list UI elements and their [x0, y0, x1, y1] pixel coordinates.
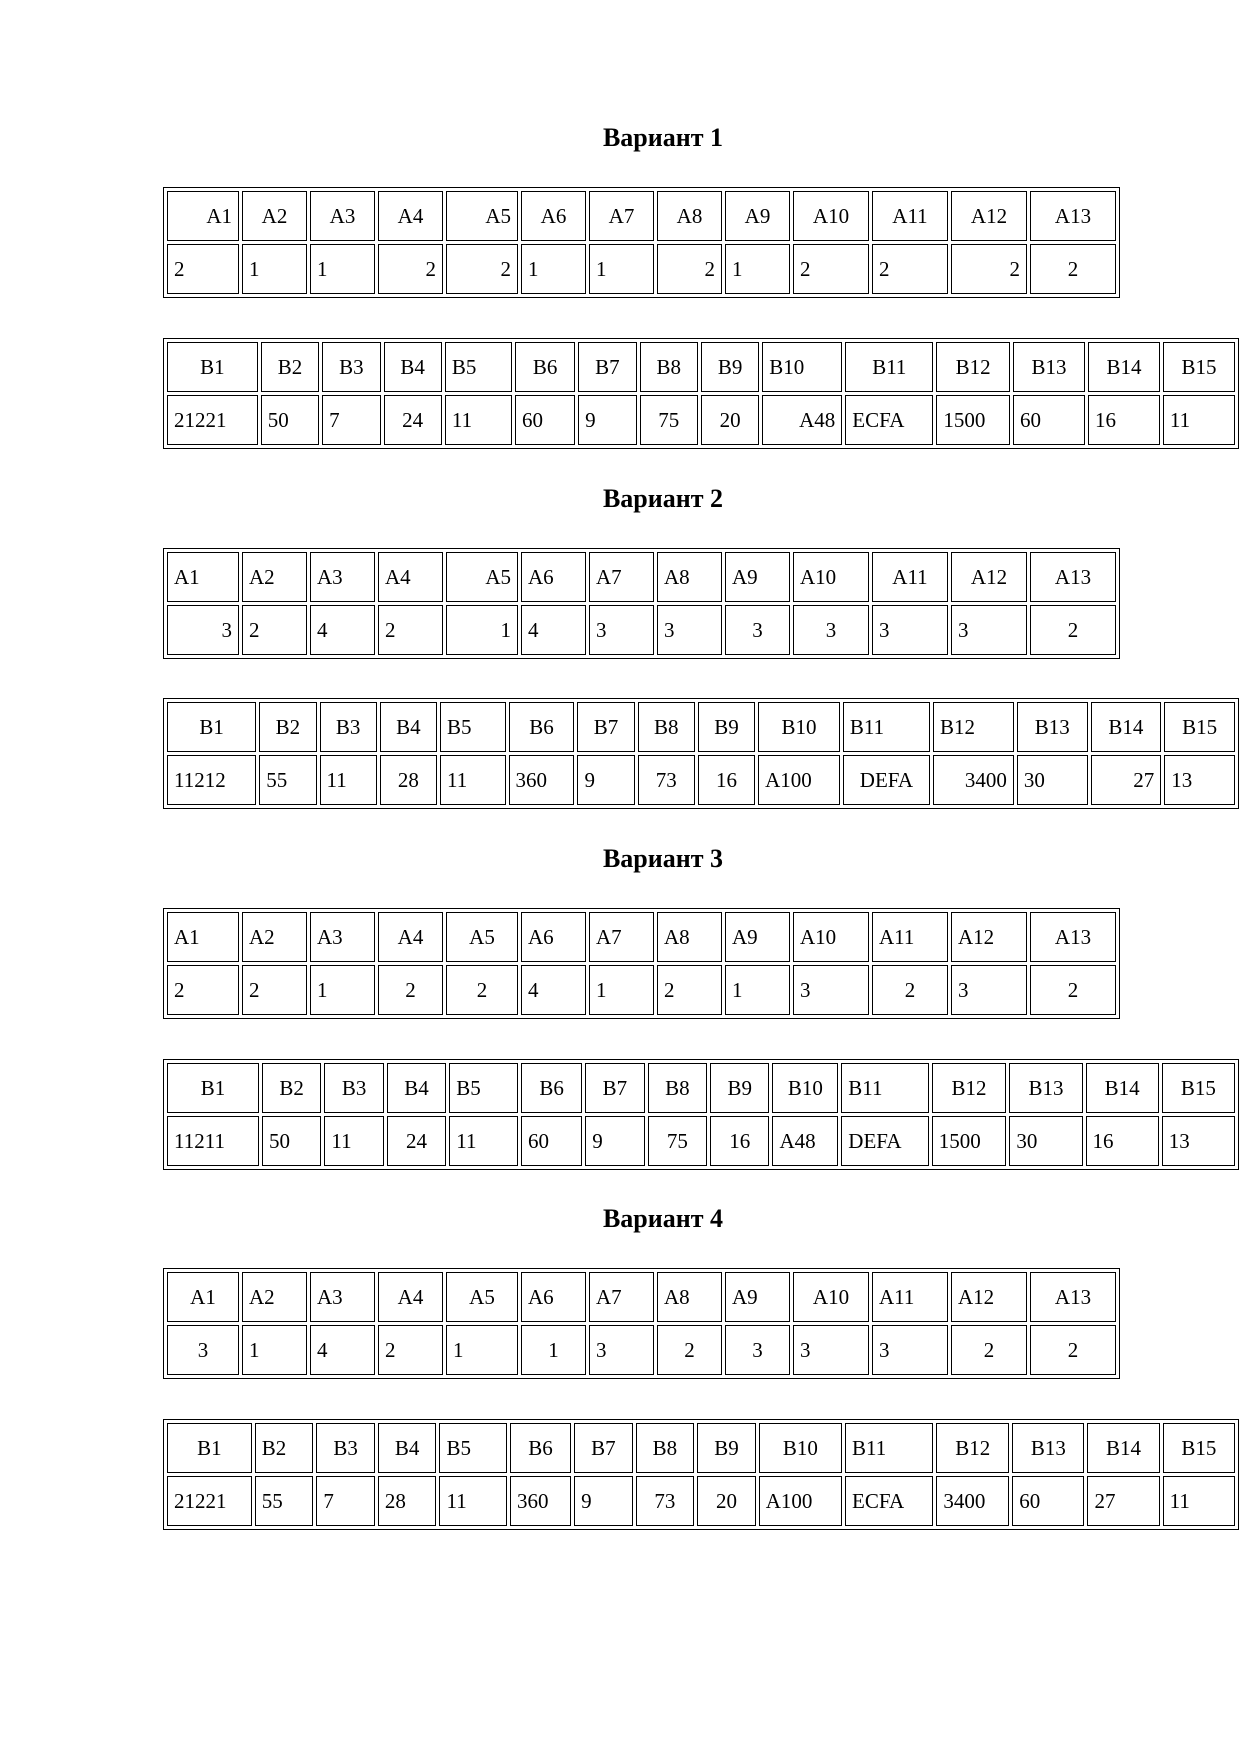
answer-cell: A100: [758, 755, 840, 805]
header-cell: B14: [1086, 1063, 1159, 1113]
header-row: [167, 342, 1235, 392]
answer-cell: A48: [772, 1116, 838, 1166]
answer-cell: 28: [378, 1476, 437, 1526]
header-cell: A3: [310, 552, 375, 602]
header-row: [167, 1063, 1235, 1113]
header-cell: B13: [1009, 1063, 1082, 1113]
answer-cell: 1: [725, 965, 790, 1015]
header-cell: B9: [698, 702, 755, 752]
answer-cell: 2: [167, 244, 239, 294]
answer-cell: 2: [793, 244, 869, 294]
header-cell: A5: [446, 552, 518, 602]
header-cell: B2: [261, 342, 319, 392]
answer-cell: 3: [951, 965, 1027, 1015]
answer-cell: 1: [310, 244, 375, 294]
header-cell: B4: [384, 342, 442, 392]
answer-cell: 2: [1030, 605, 1116, 655]
answer-cell: DEFA: [841, 1116, 928, 1166]
header-cell: B15: [1163, 342, 1235, 392]
answer-cell: 2: [378, 244, 443, 294]
header-cell: B12: [933, 702, 1014, 752]
answer-cell: 11: [1163, 1476, 1235, 1526]
header-cell: B12: [936, 1423, 1009, 1473]
header-cell: A1: [167, 191, 239, 241]
header-cell: B7: [577, 702, 634, 752]
header-cell: A9: [725, 912, 790, 962]
answer-cell: 21221: [167, 1476, 252, 1526]
header-cell: A2: [242, 912, 307, 962]
header-cell: A7: [589, 912, 654, 962]
header-cell: B8: [648, 1063, 707, 1113]
answer-row: [167, 605, 1116, 655]
answer-cell: 2: [657, 965, 722, 1015]
answer-cell: 16: [698, 755, 755, 805]
header-cell: B4: [380, 702, 437, 752]
answer-row: [167, 965, 1116, 1015]
variant-4-part-b-table: [163, 1419, 1239, 1530]
answer-cell: 73: [638, 755, 695, 805]
answer-cell: 2: [167, 965, 239, 1015]
header-cell: B1: [167, 702, 256, 752]
header-cell: A7: [589, 191, 654, 241]
answer-cell: 4: [310, 1325, 375, 1375]
answer-cell: 3400: [933, 755, 1014, 805]
header-cell: A12: [951, 912, 1027, 962]
header-cell: B2: [259, 702, 316, 752]
answer-cell: 2: [951, 244, 1027, 294]
header-cell: A11: [872, 552, 948, 602]
header-row: [167, 1272, 1116, 1322]
answer-cell: 30: [1017, 755, 1088, 805]
answer-cell: 4: [310, 605, 375, 655]
answer-cell: 9: [577, 755, 634, 805]
header-cell: B5: [439, 1423, 506, 1473]
header-cell: A11: [872, 191, 948, 241]
answer-cell: 3: [793, 965, 869, 1015]
answer-cell: 30: [1009, 1116, 1082, 1166]
answer-cell: 3: [872, 1325, 948, 1375]
header-cell: B1: [167, 342, 258, 392]
answer-cell: 60: [515, 395, 575, 445]
answer-cell: 75: [648, 1116, 707, 1166]
header-cell: B7: [585, 1063, 644, 1113]
answer-row: [167, 1476, 1235, 1526]
answer-cell: 360: [510, 1476, 571, 1526]
header-cell: A13: [1030, 191, 1116, 241]
answer-cell: 1: [521, 1325, 586, 1375]
header-cell: A4: [378, 1272, 443, 1322]
header-cell: B2: [262, 1063, 321, 1113]
answer-cell: 1500: [932, 1116, 1007, 1166]
variant-1-part-b-table: [163, 338, 1239, 449]
answer-row: [167, 1325, 1116, 1375]
answer-cell: 16: [1086, 1116, 1159, 1166]
header-cell: B6: [521, 1063, 582, 1113]
answer-row: [167, 244, 1116, 294]
answer-cell: 2: [1030, 244, 1116, 294]
variant-2-part-a-table: [163, 548, 1120, 659]
variant-title: Вариант 3: [602, 844, 724, 873]
header-cell: B6: [509, 702, 575, 752]
answer-cell: 2: [1030, 965, 1116, 1015]
answer-cell: 3: [589, 605, 654, 655]
variant-3-part-a-table: [163, 908, 1120, 1019]
header-cell: B15: [1164, 702, 1235, 752]
header-cell: A9: [725, 552, 790, 602]
answer-cell: 55: [255, 1476, 314, 1526]
answer-cell: 2: [242, 605, 307, 655]
header-cell: A1: [167, 552, 239, 602]
header-cell: A8: [657, 912, 722, 962]
header-cell: B14: [1087, 1423, 1159, 1473]
variant-title: Вариант 4: [602, 1204, 724, 1233]
header-cell: B3: [320, 702, 377, 752]
header-cell: B13: [1013, 342, 1085, 392]
answer-row: [167, 1116, 1235, 1166]
header-cell: B1: [167, 1063, 259, 1113]
header-cell: A10: [793, 552, 869, 602]
header-cell: B10: [758, 702, 840, 752]
answer-cell: 16: [1088, 395, 1160, 445]
header-cell: A8: [657, 552, 722, 602]
header-cell: A10: [793, 191, 869, 241]
answer-cell: 3: [167, 605, 239, 655]
variant-title: Вариант 1: [602, 123, 724, 152]
answer-cell: 3: [657, 605, 722, 655]
answer-cell: 1: [446, 605, 518, 655]
header-cell: B9: [697, 1423, 756, 1473]
header-cell: A2: [242, 1272, 307, 1322]
header-cell: B7: [578, 342, 636, 392]
answer-row: [167, 755, 1235, 805]
variant-title: Вариант 2: [602, 484, 724, 513]
header-cell: A5: [446, 912, 518, 962]
answer-cell: 2: [446, 965, 518, 1015]
header-row: [167, 912, 1116, 962]
answer-cell: 3: [725, 1325, 790, 1375]
header-cell: B2: [255, 1423, 314, 1473]
header-cell: B10: [759, 1423, 842, 1473]
header-cell: B4: [387, 1063, 446, 1113]
answer-cell: A100: [759, 1476, 842, 1526]
header-cell: B1: [167, 1423, 252, 1473]
header-cell: A8: [657, 1272, 722, 1322]
answer-cell: 2: [951, 1325, 1027, 1375]
header-cell: B11: [843, 702, 930, 752]
answer-cell: 1: [725, 244, 790, 294]
answer-cell: 2: [242, 965, 307, 1015]
header-cell: B14: [1088, 342, 1160, 392]
header-cell: B10: [772, 1063, 838, 1113]
answer-cell: 16: [710, 1116, 769, 1166]
answer-cell: 2: [872, 965, 948, 1015]
header-cell: B5: [449, 1063, 518, 1113]
answer-cell: 3: [951, 605, 1027, 655]
answer-cell: 9: [585, 1116, 644, 1166]
header-cell: A6: [521, 552, 586, 602]
header-cell: A2: [242, 552, 307, 602]
header-cell: B14: [1091, 702, 1162, 752]
answer-cell: 7: [322, 395, 380, 445]
header-cell: B9: [710, 1063, 769, 1113]
answer-row: [167, 395, 1235, 445]
header-cell: B12: [936, 342, 1010, 392]
header-cell: B9: [701, 342, 759, 392]
answer-cell: 3: [725, 605, 790, 655]
header-cell: B8: [638, 702, 695, 752]
header-cell: B4: [378, 1423, 437, 1473]
header-cell: B13: [1012, 1423, 1084, 1473]
answer-cell: 2: [872, 244, 948, 294]
answer-cell: 1: [521, 244, 586, 294]
answer-cell: 1: [446, 1325, 518, 1375]
answer-cell: 24: [387, 1116, 446, 1166]
answer-cell: 2: [446, 244, 518, 294]
header-cell: A3: [310, 912, 375, 962]
answer-cell: ECFA: [845, 1476, 933, 1526]
header-cell: A4: [378, 552, 443, 602]
answer-cell: 60: [521, 1116, 582, 1166]
answer-cell: 2: [657, 244, 722, 294]
answer-cell: 11: [440, 755, 506, 805]
header-cell: A4: [378, 191, 443, 241]
header-cell: A11: [872, 912, 948, 962]
answer-cell: 9: [578, 395, 636, 445]
header-cell: B10: [762, 342, 842, 392]
header-cell: A12: [951, 191, 1027, 241]
answer-cell: 11: [439, 1476, 506, 1526]
header-cell: A2: [242, 191, 307, 241]
answer-cell: 27: [1091, 755, 1162, 805]
answer-cell: 11: [445, 395, 512, 445]
variant-2-part-b-table: [163, 698, 1239, 809]
header-cell: A3: [310, 191, 375, 241]
header-cell: A9: [725, 1272, 790, 1322]
header-cell: A7: [589, 1272, 654, 1322]
header-cell: B5: [445, 342, 512, 392]
answer-cell: 4: [521, 605, 586, 655]
header-cell: B7: [574, 1423, 633, 1473]
answer-cell: 11: [320, 755, 377, 805]
answer-cell: 3: [793, 1325, 869, 1375]
answer-cell: 3: [793, 605, 869, 655]
header-cell: A8: [657, 191, 722, 241]
header-cell: A13: [1030, 1272, 1116, 1322]
answer-cell: 11211: [167, 1116, 259, 1166]
header-cell: B6: [510, 1423, 571, 1473]
answer-cell: 1500: [936, 395, 1010, 445]
header-row: [167, 552, 1116, 602]
answer-cell: 1: [589, 244, 654, 294]
answer-cell: 24: [384, 395, 442, 445]
variant-4-part-a-table: [163, 1268, 1120, 1379]
header-cell: A5: [446, 191, 518, 241]
header-row: [167, 191, 1116, 241]
answer-cell: 2: [378, 1325, 443, 1375]
answer-cell: 9: [574, 1476, 633, 1526]
answer-cell: 50: [261, 395, 319, 445]
answer-cell: 20: [701, 395, 759, 445]
answer-cell: 13: [1162, 1116, 1235, 1166]
header-cell: A6: [521, 912, 586, 962]
answer-cell: 1: [589, 965, 654, 1015]
answer-cell: 3400: [936, 1476, 1009, 1526]
answer-cell: 11: [449, 1116, 518, 1166]
header-cell: A6: [521, 1272, 586, 1322]
header-cell: A3: [310, 1272, 375, 1322]
header-row: [167, 702, 1235, 752]
header-cell: A13: [1030, 552, 1116, 602]
answer-cell: 1: [242, 1325, 307, 1375]
answer-cell: 3: [167, 1325, 239, 1375]
answer-cell: ECFA: [845, 395, 933, 445]
header-cell: A10: [793, 912, 869, 962]
header-cell: B15: [1162, 1063, 1235, 1113]
header-cell: A5: [446, 1272, 518, 1322]
answer-cell: 21221: [167, 395, 258, 445]
header-cell: B11: [841, 1063, 928, 1113]
header-cell: B12: [932, 1063, 1007, 1113]
answer-cell: 3: [589, 1325, 654, 1375]
answer-cell: DEFA: [843, 755, 930, 805]
answer-cell: 75: [640, 395, 698, 445]
header-cell: B3: [322, 342, 380, 392]
answer-cell: 11: [324, 1116, 383, 1166]
variant-1-part-a-table: [163, 187, 1120, 298]
header-cell: B13: [1017, 702, 1088, 752]
answer-cell: 3: [872, 605, 948, 655]
answer-cell: 28: [380, 755, 437, 805]
header-cell: B3: [316, 1423, 375, 1473]
header-cell: A7: [589, 552, 654, 602]
answer-cell: 2: [657, 1325, 722, 1375]
header-cell: A11: [872, 1272, 948, 1322]
answer-cell: 27: [1087, 1476, 1159, 1526]
answer-cell: 360: [509, 755, 575, 805]
answer-cell: 11212: [167, 755, 256, 805]
answer-cell: A48: [762, 395, 842, 445]
answer-cell: 1: [242, 244, 307, 294]
answer-cell: 20: [697, 1476, 756, 1526]
answer-cell: 2: [1030, 1325, 1116, 1375]
header-cell: A1: [167, 1272, 239, 1322]
header-cell: A12: [951, 1272, 1027, 1322]
answer-cell: 7: [316, 1476, 375, 1526]
answer-cell: 1: [310, 965, 375, 1015]
header-cell: A1: [167, 912, 239, 962]
answer-cell: 55: [259, 755, 316, 805]
answer-cell: 13: [1164, 755, 1235, 805]
answer-cell: 73: [636, 1476, 695, 1526]
header-cell: A10: [793, 1272, 869, 1322]
header-cell: A6: [521, 191, 586, 241]
header-cell: A12: [951, 552, 1027, 602]
header-cell: A9: [725, 191, 790, 241]
answer-cell: 50: [262, 1116, 321, 1166]
variant-3-part-b-table: [163, 1059, 1239, 1170]
answer-cell: 11: [1163, 395, 1235, 445]
header-cell: B8: [636, 1423, 695, 1473]
header-cell: B11: [845, 342, 933, 392]
header-row: [167, 1423, 1235, 1473]
answer-cell: 2: [378, 965, 443, 1015]
answer-cell: 60: [1013, 395, 1085, 445]
header-cell: A13: [1030, 912, 1116, 962]
header-cell: A4: [378, 912, 443, 962]
answer-cell: 60: [1012, 1476, 1084, 1526]
header-cell: B8: [640, 342, 698, 392]
header-cell: B15: [1163, 1423, 1235, 1473]
answer-cell: 4: [521, 965, 586, 1015]
header-cell: B3: [324, 1063, 383, 1113]
header-cell: B11: [845, 1423, 933, 1473]
answer-cell: 2: [378, 605, 443, 655]
header-cell: B6: [515, 342, 575, 392]
header-cell: B5: [440, 702, 506, 752]
